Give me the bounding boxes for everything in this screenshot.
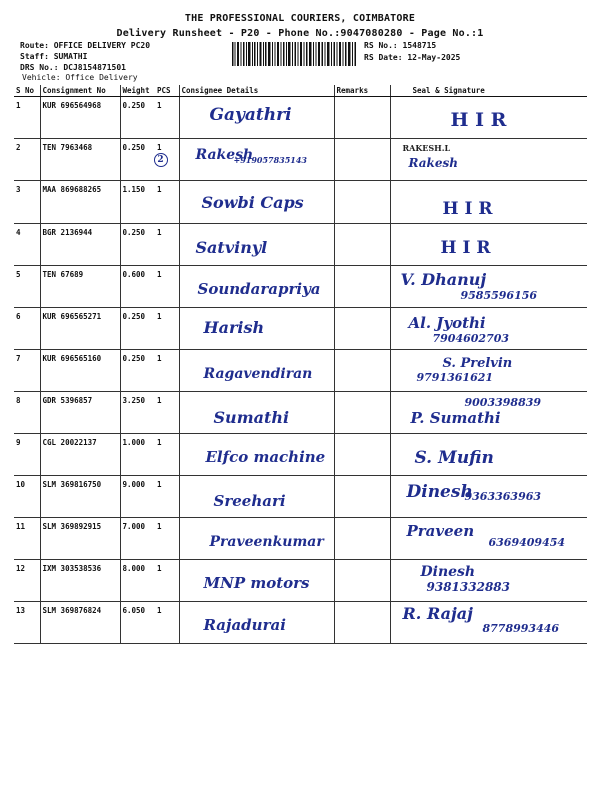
- weight-cell: 1.150: [120, 181, 155, 224]
- consignee-handwriting: Satvinyl: [195, 238, 268, 257]
- seal-handwriting: P. Sumathi: [410, 409, 501, 427]
- consignee-cell: [157, 139, 334, 181]
- consignment-cell: KUR 696565160: [40, 350, 120, 392]
- signature-handwriting: Rakesh: [408, 156, 458, 170]
- weight-cell: 9.000: [120, 476, 155, 518]
- staff-label: Staff: SUMATHI: [20, 52, 88, 61]
- pcs-cell: 1: [155, 560, 179, 602]
- consignee-cell: [179, 476, 334, 518]
- phone-handwriting: 9791361621: [416, 371, 494, 384]
- consignee-handwriting: MNP motors: [203, 574, 310, 592]
- pcs-cell: 1: [155, 350, 179, 392]
- sno-cell: 3: [14, 181, 40, 224]
- consignee-cell: [179, 224, 334, 266]
- consignment-cell: TEN 67689: [40, 266, 120, 308]
- consignment-cell: KUR 696564968: [40, 97, 120, 139]
- phone-handwriting: 9585596156: [460, 289, 538, 302]
- pcs-cell: 1: [155, 266, 179, 308]
- header-consignee: Consignee Details: [179, 85, 334, 97]
- pcs-cell: 1: [155, 518, 179, 560]
- sno-cell: 9: [14, 434, 40, 476]
- consignee-cell: [179, 181, 334, 224]
- table-row: [14, 308, 587, 350]
- sno-cell: 10: [14, 476, 40, 518]
- table-row: [14, 266, 587, 308]
- consignee-cell: [179, 266, 334, 308]
- remarks-cell: [334, 308, 390, 350]
- seal-handwriting: Al. Jyothi: [408, 314, 486, 332]
- header-sno: S No: [14, 85, 40, 97]
- sno-cell: 6: [14, 308, 40, 350]
- sno-cell: 2: [14, 139, 40, 181]
- weight-cell: 3.250: [120, 392, 155, 434]
- consignment-cell: CGL 20022137: [40, 434, 120, 476]
- seal-handwriting: Praveen: [406, 522, 475, 540]
- remarks-cell: [334, 560, 390, 602]
- consignee-handwriting: Soundarapriya: [197, 280, 321, 298]
- remarks-cell: [334, 476, 390, 518]
- consignee-cell: [179, 560, 334, 602]
- sno-cell: 7: [14, 350, 40, 392]
- phone-handwriting: 8778993446: [482, 622, 560, 635]
- seal-signature-cell: [390, 602, 587, 644]
- phone-handwriting: 9381332883: [426, 580, 510, 594]
- barcode-image: [232, 42, 356, 66]
- seal-handwriting: R. Rajaj: [402, 604, 473, 623]
- consignee-cell: [179, 392, 334, 434]
- header-seal-signature: Seal & Signature: [390, 85, 587, 97]
- sno-cell: 4: [14, 224, 40, 266]
- seal-signature-cell: [390, 181, 587, 224]
- consignment-cell: SLM 369876824: [40, 602, 120, 644]
- phone-handwriting: 6369409454: [488, 536, 566, 549]
- consignee-cell: [179, 602, 334, 644]
- remarks-cell: [334, 518, 390, 560]
- phone-handwriting: 9363363963: [464, 490, 542, 503]
- seal-handwriting: H I R: [442, 199, 493, 219]
- circled-mark: 2: [154, 153, 168, 167]
- pcs-cell: 1: [155, 97, 179, 139]
- remarks-cell: [334, 350, 390, 392]
- consignment-cell: IXM 303538536: [40, 560, 120, 602]
- seal-signature-cell: [390, 518, 587, 560]
- seal-handwriting: H I R: [440, 238, 491, 258]
- runsheet-table: [14, 85, 587, 644]
- runsheet-subtitle: Delivery Runsheet - P20 - Phone No.:9047080280 - Page No.:1: [116, 28, 484, 39]
- consignee-cell: [179, 308, 334, 350]
- consignee-handwriting: Harish: [203, 318, 265, 337]
- remarks-cell: [334, 139, 390, 181]
- seal-signature-cell: [390, 266, 587, 308]
- seal-handwriting: Dinesh: [420, 564, 476, 580]
- weight-cell: 7.000: [120, 518, 155, 560]
- consignee-cell: [179, 518, 334, 560]
- sno-cell: 12: [14, 560, 40, 602]
- remarks-cell: [334, 392, 390, 434]
- rs-date: RS Date: 12-May-2025: [364, 53, 461, 62]
- phone-handwriting: 7904602703: [432, 332, 510, 345]
- seal-handwriting: H I R: [450, 109, 507, 131]
- pcs-cell: 1: [155, 181, 179, 224]
- phone-handwriting: 9003398839: [464, 396, 542, 409]
- consignee-phone-handwriting: +919057835143: [233, 155, 307, 165]
- table-row: [14, 181, 587, 224]
- sno-cell: 11: [14, 518, 40, 560]
- sno-cell: 13: [14, 602, 40, 644]
- seal-signature-cell: [390, 139, 587, 181]
- remarks-cell: [334, 224, 390, 266]
- pcs-cell: 1: [155, 434, 179, 476]
- table-row: [14, 560, 587, 602]
- seal-signature-cell: [390, 392, 587, 434]
- header-remarks: Remarks: [334, 85, 390, 97]
- vehicle-label: Vehicle: Office Delivery: [22, 73, 138, 82]
- consignee-cell: [179, 97, 334, 139]
- seal-handwriting: Dinesh: [406, 482, 473, 502]
- sno-cell: 1: [14, 97, 40, 139]
- consignment-cell: MAA 869688265: [40, 181, 120, 224]
- consignee-handwriting: Rakesh: [195, 147, 254, 163]
- consignee-handwriting: Sowbi Caps: [201, 193, 304, 212]
- remarks-cell: [334, 181, 390, 224]
- table-row: [14, 97, 587, 139]
- remarks-cell: [334, 97, 390, 139]
- consignment-cell: KUR 696565271: [40, 308, 120, 350]
- remarks-cell: [334, 266, 390, 308]
- pcs-cell: 1: [155, 308, 179, 350]
- consignment-cell: TEN 7963468: [40, 139, 120, 181]
- pcs-cell: 1: [155, 139, 179, 181]
- table-row: [14, 392, 587, 434]
- weight-cell: 0.250: [120, 97, 155, 139]
- pcs-cell: 1: [155, 602, 179, 644]
- seal-signature-cell: [390, 97, 587, 139]
- consignee-handwriting: Sumathi: [213, 408, 290, 427]
- sno-cell: 8: [14, 392, 40, 434]
- table-row: [14, 476, 587, 518]
- remarks-cell: [334, 434, 390, 476]
- seal-handwriting: S. Mufin: [414, 448, 494, 468]
- rs-number: RS No.: 1548715: [364, 41, 437, 50]
- consignee-handwriting: Rajadurai: [203, 616, 286, 634]
- weight-cell: 0.250: [120, 308, 155, 350]
- sno-cell: 5: [14, 266, 40, 308]
- seal-signature-cell: [390, 308, 587, 350]
- header-weight: Weight: [120, 85, 155, 97]
- route-label: Route: OFFICE DELIVERY PC20: [20, 41, 151, 50]
- weight-cell: 1.000: [120, 434, 155, 476]
- seal-signature-cell: [390, 476, 587, 518]
- seal-handwriting: V. Dhanuj: [400, 270, 487, 289]
- pcs-cell: 1: [155, 476, 179, 518]
- weight-cell: 8.000: [120, 560, 155, 602]
- drs-number: DRS No.: DCJ8154871501: [20, 63, 126, 72]
- consignee-handwriting: Sreehari: [213, 492, 286, 510]
- consignee-cell: [179, 434, 334, 476]
- consignment-cell: SLM 369816750: [40, 476, 120, 518]
- seal-signature-cell: [390, 224, 587, 266]
- seal-handwriting: S. Prelvin: [442, 356, 513, 371]
- table-row: [14, 139, 587, 181]
- runsheet-title: THE PROFESSIONAL COURIERS, COIMBATORE: [184, 13, 416, 24]
- weight-cell: 0.250: [120, 350, 155, 392]
- consignee-handwriting: Ragavendiran: [203, 366, 313, 382]
- table-row: [14, 224, 587, 266]
- seal-signature-cell: [390, 434, 587, 476]
- table-row: [14, 602, 587, 644]
- consignment-cell: SLM 369892915: [40, 518, 120, 560]
- consignee-handwriting: Elfco machine: [205, 448, 326, 466]
- table-row: [14, 434, 587, 476]
- table-header-row: [14, 85, 587, 97]
- header-consignment: Consignment No: [40, 85, 120, 97]
- consignment-cell: GDR 5396857: [40, 392, 120, 434]
- pcs-cell: 1: [155, 224, 179, 266]
- pcs-cell: 1: [155, 392, 179, 434]
- weight-cell: 0.600: [120, 266, 155, 308]
- seal-signature-cell: [390, 560, 587, 602]
- consignee-cell: [179, 350, 334, 392]
- consignee-handwriting: Gayathri: [209, 105, 292, 125]
- table-row: [14, 350, 587, 392]
- table-row: [14, 518, 587, 560]
- weight-cell: 0.250: [120, 224, 155, 266]
- consignee-handwriting: Praveenkumar: [209, 534, 324, 550]
- seal-signature-cell: [390, 350, 587, 392]
- seal-handwriting: RAKESH.L: [402, 143, 451, 153]
- remarks-cell: [334, 602, 390, 644]
- header-pcs: PCS: [155, 85, 179, 97]
- weight-cell: 6.050: [120, 602, 155, 644]
- consignment-cell: BGR 2136944: [40, 224, 120, 266]
- weight-cell: 0.250: [120, 139, 155, 181]
